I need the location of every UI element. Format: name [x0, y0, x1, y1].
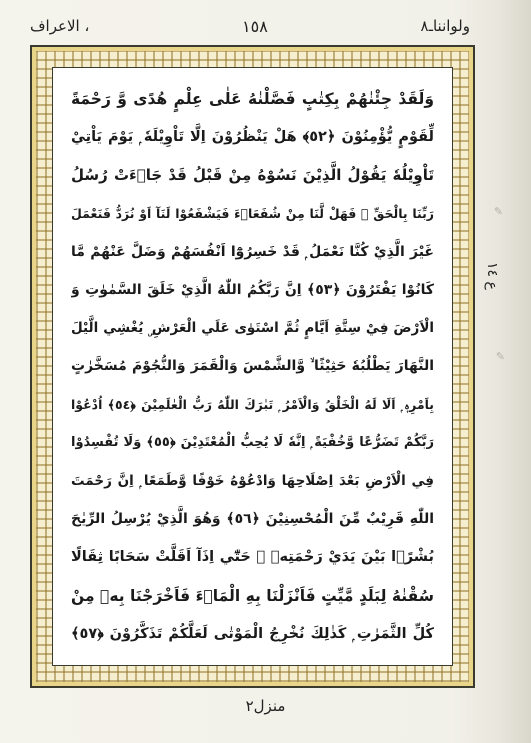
verse-line: كَانُوْا يَفْتَرُوْنَ ﴿٥٣﴾ اِنَّ رَبَّكُمُ اللّٰهُ الَّذِيْ خَلَقَ السَّمٰوٰتِ وَ — [71, 282, 434, 299]
page-header — [30, 10, 470, 42]
verse-line: سُقْنٰهُ لِبَلَدٍ مَّيِّتٍ فَاَنْزَلْنَا بِهِ الْمَاۗءَ فَاَخْرَجْنَا بِهٖ مِنْ — [71, 586, 434, 605]
text-panel — [52, 67, 453, 666]
verse-lines — [71, 82, 434, 651]
verse-line: بُشْرًۢا بَيْنَ يَدَيْ رَحْمَتِهٖ ۭ حَتّٰٓي اِذَآ اَقَلَّتْ سَحَابًا ثِقَالًا — [71, 549, 434, 566]
ruku-marker: ع ١٤ — [484, 262, 500, 290]
verse-line: فِي الْاَرْضِ بَعْدَ اِصْلَاحِهَا وَادْعُوْهُ خَوْفًا وَّطَمَعًا ۭ اِنَّ رَحْمَتَ — [71, 473, 434, 490]
verse-line: النَّهَارَ يَطْلُبُهٗ حَثِيْثًا ۙ وَّالشَّمْسَ وَالْقَمَرَ وَالنُّجُوْمَ مُسَخَّرٰتٍ — [71, 358, 434, 375]
verse-line: رَبِّنَا بِالْحَقِّ ۚ فَهَلْ لَّنَا مِنْ شُفَعَاۗءَ فَيَشْفَعُوْا لَنَآ اَوْ نُرَدُّ فَنَعْمَلَ — [71, 205, 434, 221]
pencil-scribble: ✎ — [492, 205, 505, 218]
manzil-footer: منزل٢ — [245, 697, 286, 715]
page-number: ١٥٨ — [242, 16, 268, 36]
ornamental-border — [30, 45, 475, 688]
surah-name: الاعراف ، — [30, 17, 90, 35]
verse-line: وَلَقَدْ جِئْنٰهُمْ بِكِتٰبٍ فَصَّلْنٰهُ عَلٰى عِلْمٍ هُدًى وَّ رَحْمَةً — [71, 90, 434, 108]
pencil-scribble: ✎ — [494, 350, 507, 363]
verse-line: كُلِّ الثَّمَرٰتِ ۭ كَذٰلِكَ نُخْرِجُ الْمَوْتٰى لَعَلَّكُمْ تَذَكَّرُوْنَ ﴿٥٧﴾ — [71, 625, 434, 642]
verse-line: بِاَمْرِهٖ ۭ اَلَا لَهُ الْخَلْقُ وَالْاَمْرُ ۭ تَبٰرَكَ اللّٰهُ رَبُّ الْعٰلَمِيْنَ ﴿٥٤﴾ اُدْعُوْا — [71, 396, 434, 412]
verse-line: رَبَّكُمْ تَضَرُّعًا وَّخُفْيَةً ۭ اِنَّهٗ لَا يُحِبُّ الْمُعْتَدِيْنَ ﴿٥٥﴾ وَلَا تُفْسِدُوْا — [71, 434, 434, 450]
verse-line: اللّٰهِ قَرِيْبٌ مِّنَ الْمُحْسِنِيْنَ ﴿٥٦﴾ وَهُوَ الَّذِيْ يُرْسِلُ الرِّيٰحَ — [71, 511, 434, 528]
verse-line: غَيْرَ الَّذِيْ كُنَّا نَعْمَلُ ۭ قَدْ خَسِرُوْٓا اَنْفُسَهُمْ وَضَلَّ عَنْهُمْ مَّا — [71, 243, 434, 260]
verse-line: تَاْوِيْلُهٗ يَقُوْلُ الَّذِيْنَ نَسُوْهُ مِنْ قَبْلُ قَدْ جَاۗءَتْ رُسُلُ — [71, 166, 434, 185]
juz-name: ولوانناـ٨ — [420, 17, 470, 35]
verse-line: لِّقَوْمٍ يُّؤْمِنُوْنَ ﴿٥٢﴾ هَلْ يَنْظُرُوْنَ اِلَّا تَاْوِيْلَهٗ ۭ يَوْمَ يَاْتِيْ — [71, 129, 434, 146]
verse-line: الْاَرْضَ فِيْ سِتَّةِ اَيَّامٍ ثُمَّ اسْتَوٰى عَلَي الْعَرْشِ ۣ يُغْشِي الَّيْلَ — [71, 320, 434, 337]
